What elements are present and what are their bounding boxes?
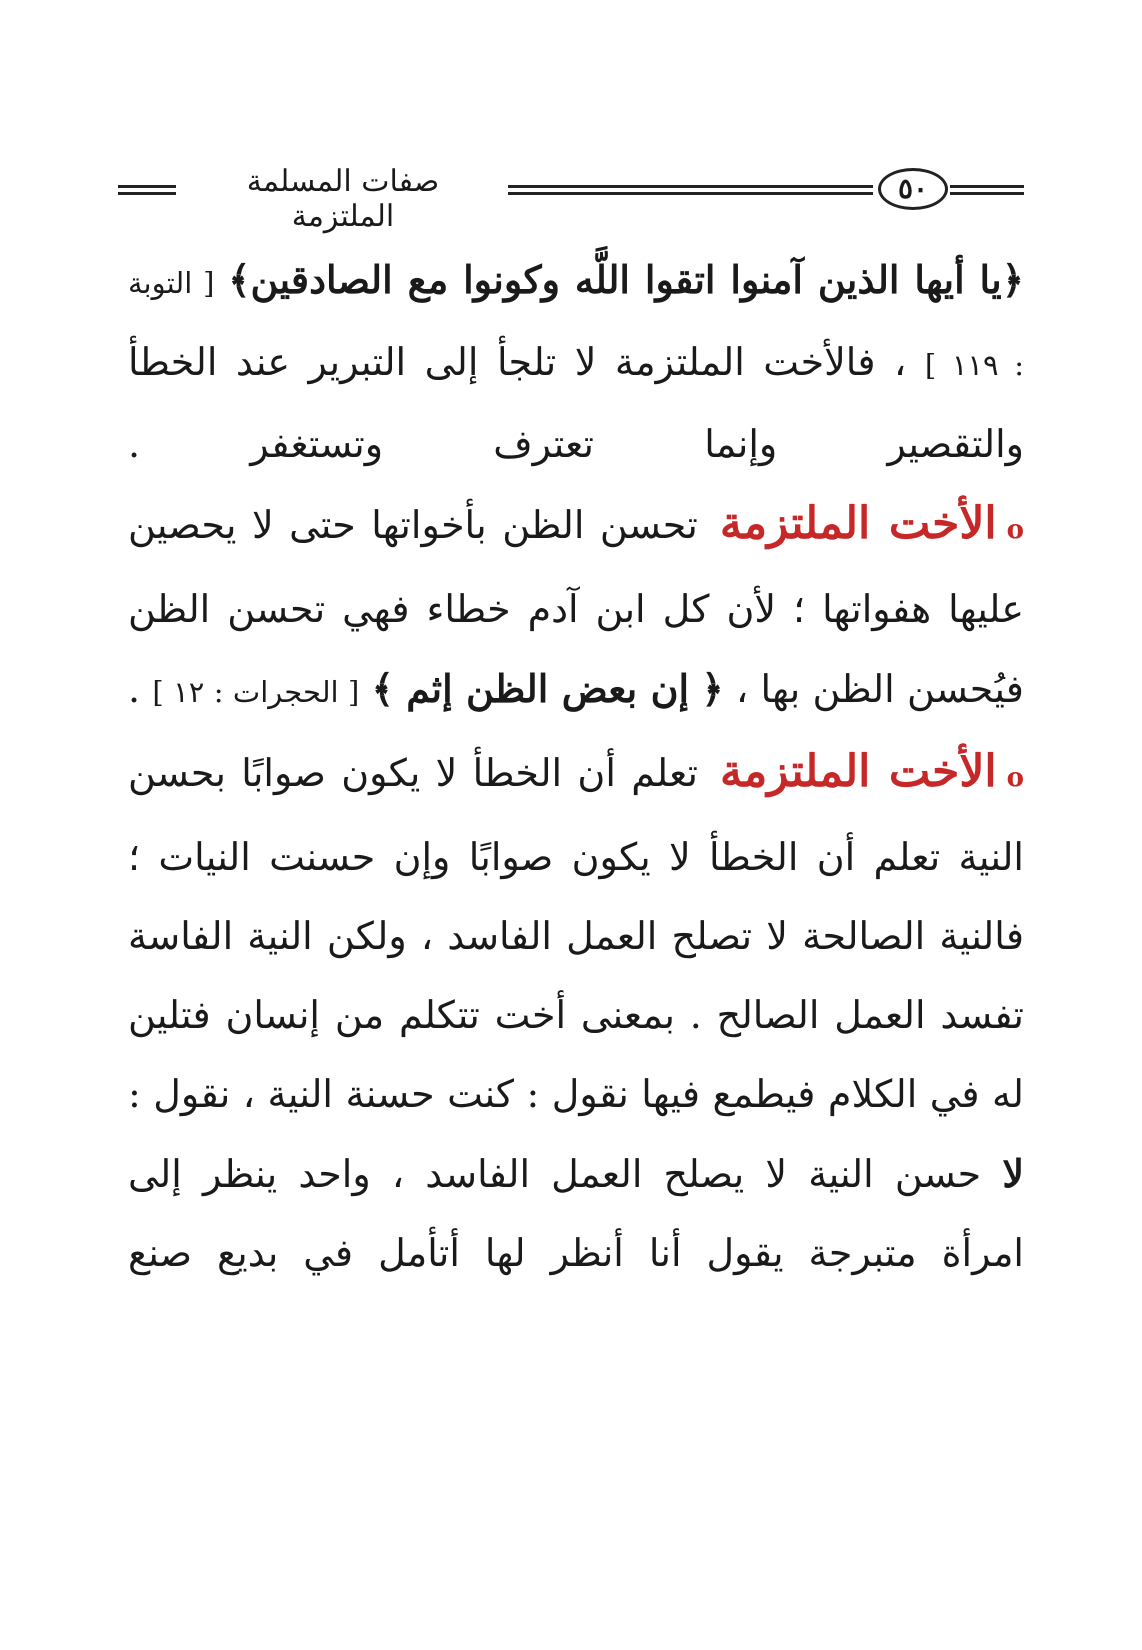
- page-number: ٥٠: [878, 168, 948, 210]
- verse-open-bracket: ﴿: [701, 666, 724, 711]
- paragraph-text: تعلم أن الخطأ لا يكون صوابًا بحسن النية تعلم أن الخطأ لا يكون صوابًا وإن حسنت النيات ؛ فالنية الصالحة لا تصلح العمل الفاسد ، ولكن النية الفاسة تفسد العمل الصالح . بمعنى أخت تتكلم من إنسان فتلين له في الكلام فيطمع فيها نقول : كنت حسنة النية ، نقول :: [128, 751, 1024, 1116]
- verse-open-bracket: ﴿: [1001, 257, 1024, 302]
- paragraph-3: [128, 732, 1024, 1293]
- highlight-heading: الأخت الملتزمة: [720, 746, 997, 797]
- emphasis-word: لا: [1002, 1151, 1024, 1196]
- verse-close-bracket: ﴾: [371, 666, 394, 711]
- quran-verse: إن بعض الظن إثم: [406, 666, 690, 711]
- sentence-end: .: [128, 667, 141, 711]
- paragraph-1: [128, 240, 1024, 484]
- header-rule-right: [950, 185, 1024, 195]
- verse-reference: [ الحجرات : ١٢ ]: [152, 675, 360, 709]
- body-text: [128, 240, 1024, 1293]
- page-header: [118, 160, 1024, 234]
- verse-reference: [ التوبة : ١١٩ ]: [128, 266, 1024, 382]
- bullet-marker: o: [1006, 515, 1024, 545]
- paragraph-2: [128, 484, 1024, 732]
- paragraph-text-continued: حسن النية لا يصلح العمل الفاسد ، واحد ينظر إلى امرأة متبرجة يقول أنا أنظر لها أتأمل في بديع صنع: [128, 1152, 1024, 1275]
- header-rule-left: [118, 185, 176, 195]
- verse-close-bracket: ﴾: [228, 257, 251, 302]
- running-title: صفات المسلمة الملتزمة: [246, 164, 440, 234]
- bullet-marker: o: [1006, 763, 1024, 793]
- header-rule-middle: [508, 185, 873, 195]
- highlight-heading: الأخت الملتزمة: [719, 498, 997, 549]
- quran-verse: يا أيها الذين آمنوا اتقوا اللَّه وكونوا مع الصادقين: [250, 257, 1002, 302]
- paragraph-text: تحسن الظن بأخواتها حتى لا يحصين عليها هفواتها ؛ لأن كل ابن آدم خطاء فهي تحسن الظن فيُحسن الظن بها ،: [128, 503, 1024, 711]
- paragraph-text: ، فالأخت الملتزمة لا تلجأ إلى التبرير عند الخطأ والتقصير وإنما تعترف وتستغفر .: [128, 340, 1024, 466]
